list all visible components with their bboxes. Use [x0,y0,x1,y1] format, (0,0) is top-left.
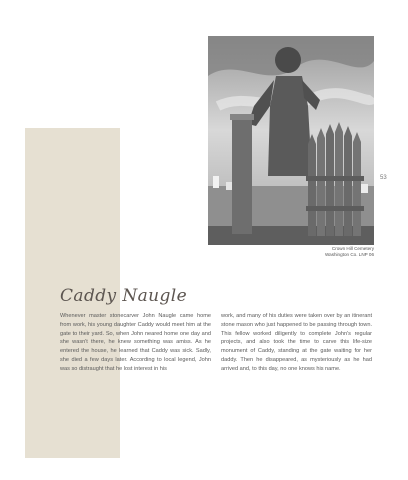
caption-line: Crown Hill Cemetery [331,246,374,251]
statue-image [208,36,374,245]
body-column-left: Whenever master stonecarver John Naugle came home from work, his young daughter Caddy would meet him at the gate to their yard. So, when John neared home one day and she wasn't there, he knew something was amiss. As he entered the house, he learned that Caddy was sick. Sadly, she died a few days later. According to local legend, John was so distraught that he lost interest in his [60,313,211,372]
monument-photo [208,36,374,245]
caption-line: Washington Co. LNP 06 [324,252,374,257]
page-number: 53 [380,175,387,181]
body-column-right: work, and many of his duties were taken over by an itinerant stone mason who just happened to be passing through town. This fellow worked diligently to complete John's regular projects, and also took the time to carve this life-size monument of Caddy, standing at the gate waiting for her daddy. Then he disappeared, as mysteriously as he had arrived and, to this day, no one knows his name. [221,313,372,372]
page-title: Caddy Naugle [60,286,188,306]
photo-caption [290,246,374,258]
